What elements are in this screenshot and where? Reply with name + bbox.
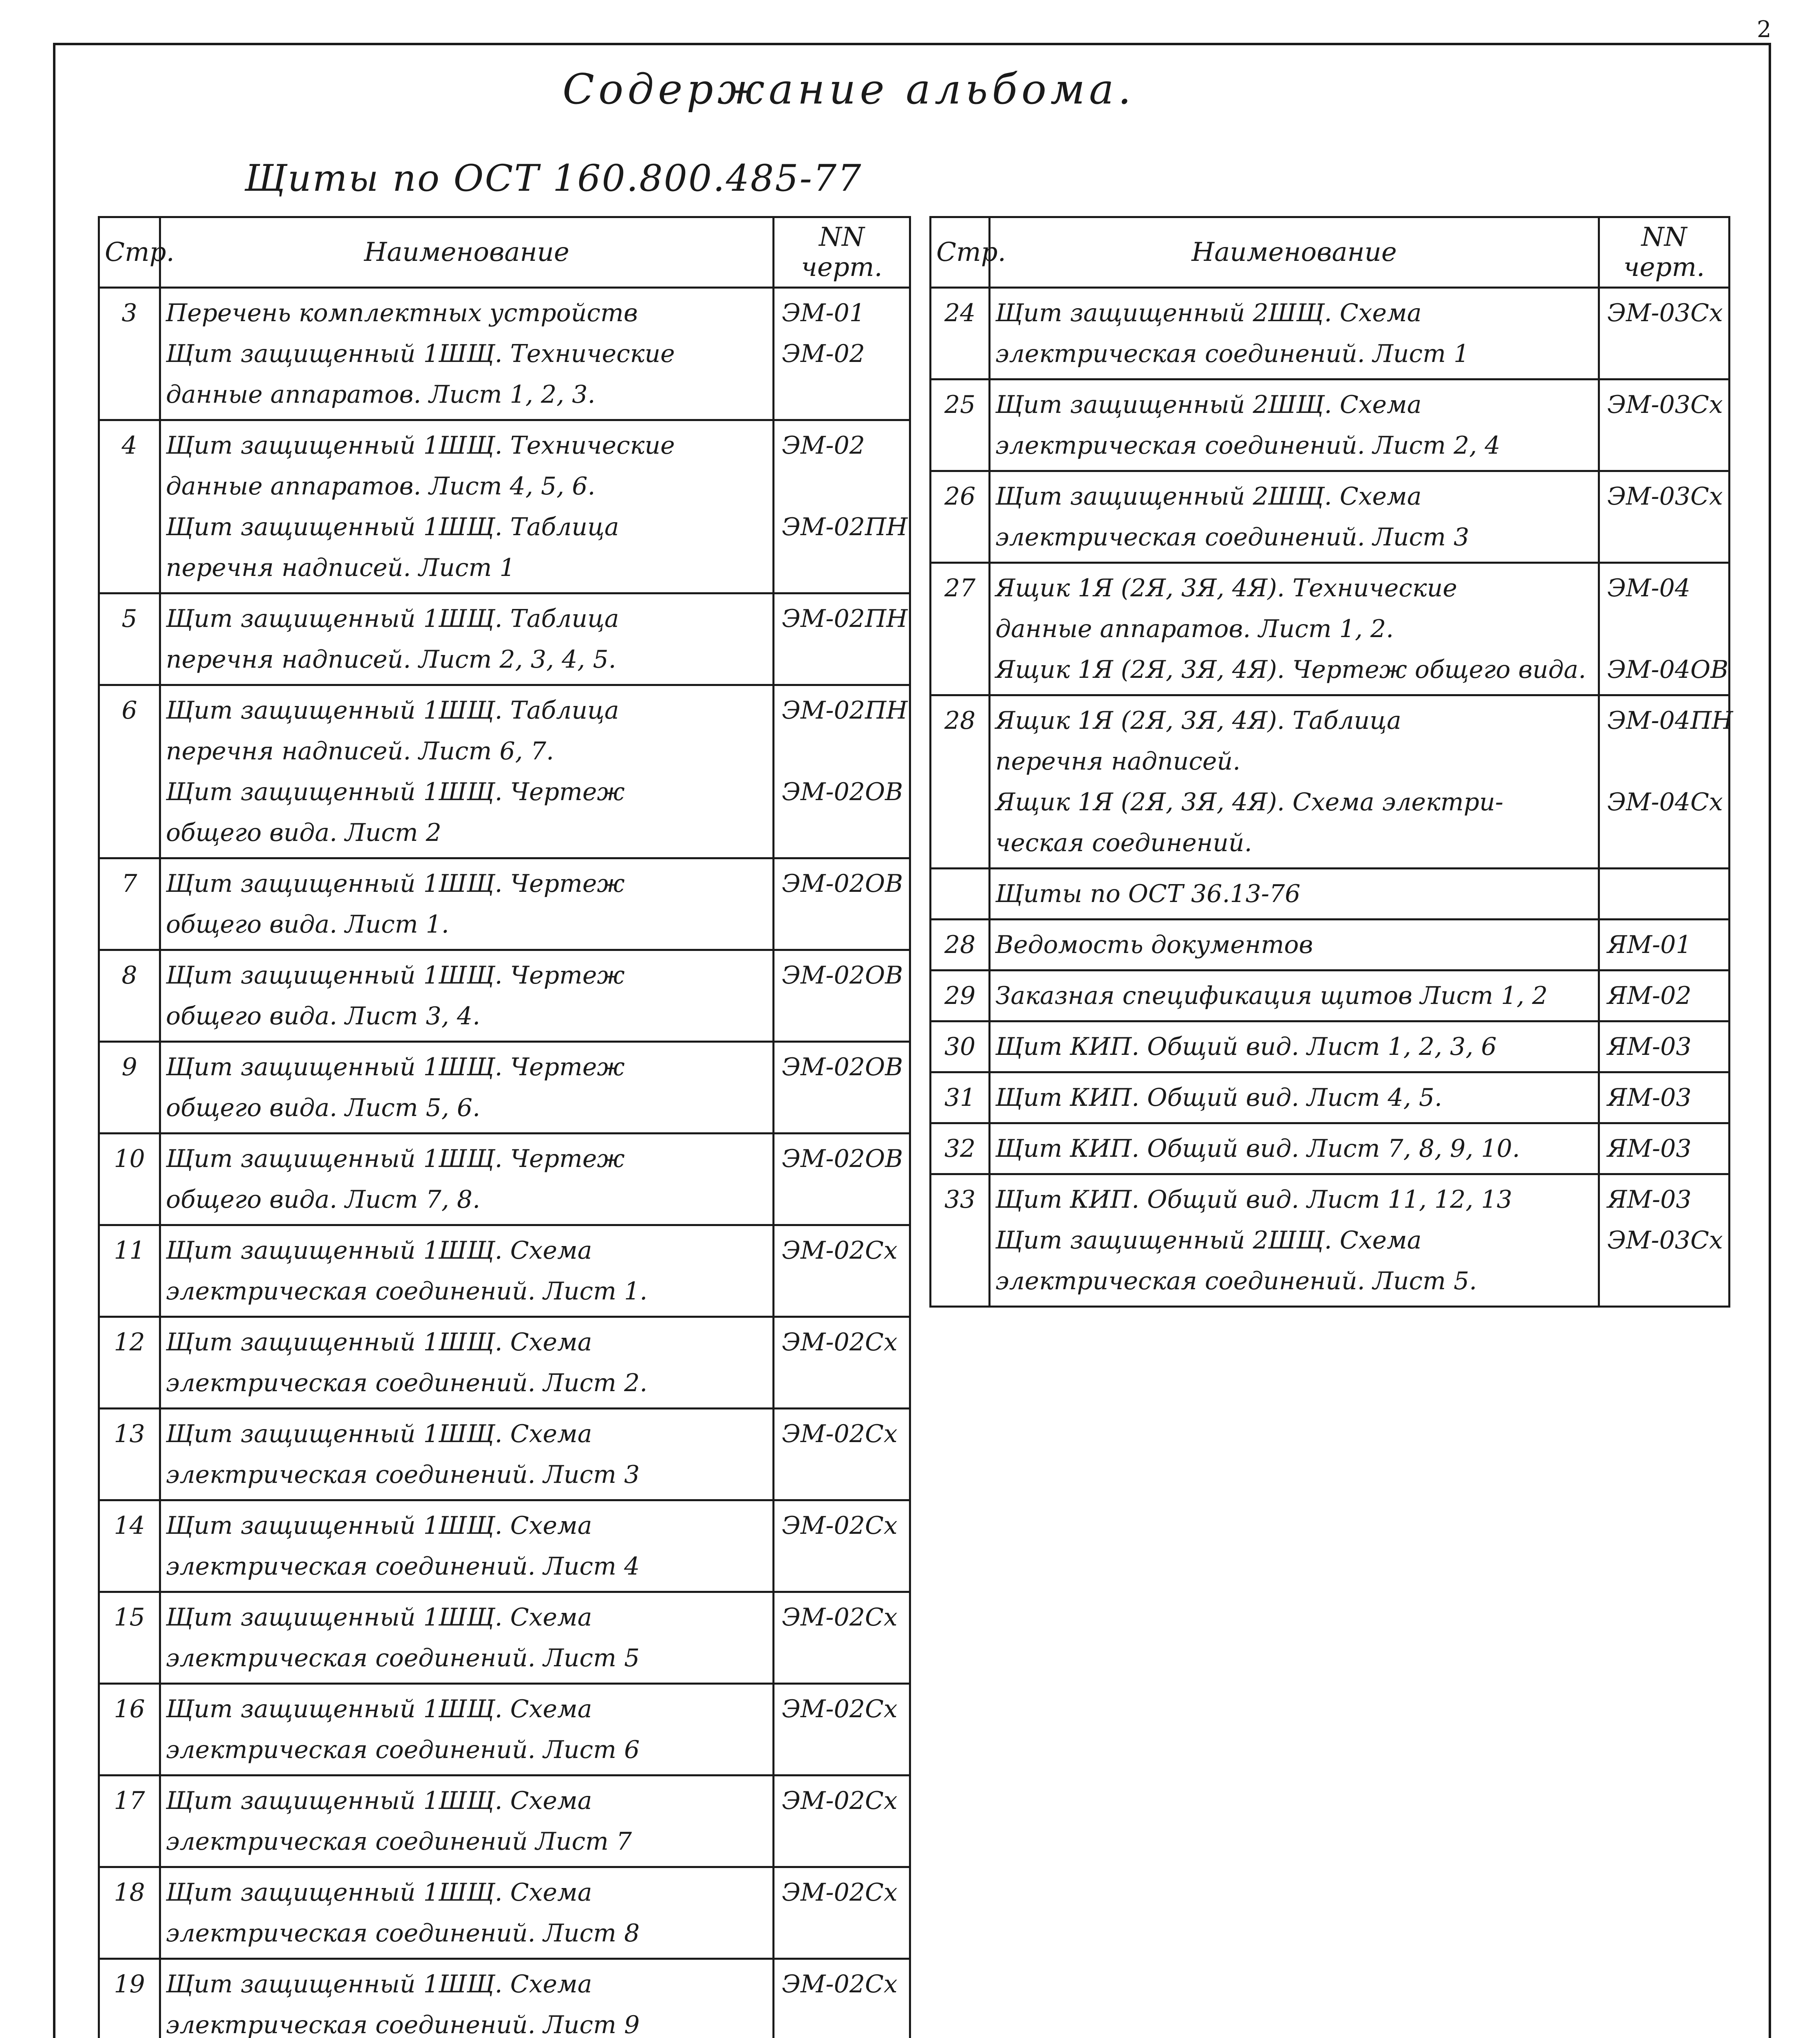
table-row: [99, 1776, 910, 1867]
row-page-number: 25: [931, 379, 990, 471]
table-row: [931, 1174, 1730, 1307]
row-title-line: электрическая соединений. Лист 8: [166, 1919, 640, 1948]
row-drawing-code: [774, 1776, 910, 1867]
row-title-line: Щит защищенный 2ШЩ. Схема: [995, 390, 1422, 419]
row-title-line: Щит защищенный 1ШЩ. Схема: [166, 1695, 592, 1723]
row-title: [160, 1134, 774, 1225]
table-row: [99, 1042, 910, 1134]
page-number: 2: [1757, 16, 1771, 43]
row-drawing-code: [774, 685, 910, 858]
row-page-number: 30: [931, 1021, 990, 1072]
row-page-number: 3: [99, 288, 160, 420]
table-row: [931, 970, 1730, 1021]
drawing-code: ЭМ-03Сх: [1607, 299, 1723, 327]
row-drawing-code: [774, 593, 910, 685]
row-drawing-code: [1599, 1021, 1730, 1072]
row-title-line: Щит защищенный 2ШЩ. Схема: [995, 1226, 1422, 1255]
table-row: [931, 1072, 1730, 1123]
row-drawing-code: [774, 1317, 910, 1409]
row-title: [160, 288, 774, 420]
contents-table-right: [929, 216, 1733, 1308]
drawing-code: ЭМ-02Сх: [782, 1511, 898, 1540]
row-title: [990, 920, 1599, 970]
row-page-number: 31: [931, 1072, 990, 1123]
row-drawing-code: [774, 420, 910, 593]
row-drawing-code: [1599, 1123, 1730, 1174]
drawing-code: ЭМ-02ОВ: [782, 869, 903, 898]
row-title-line: Щит защищенный 1ШЩ. Схема: [166, 1511, 592, 1540]
row-title: [990, 695, 1599, 869]
row-page-number: 26: [931, 471, 990, 563]
row-title-line: Ящик 1Я (2Я, 3Я, 4Я). Технические: [995, 574, 1457, 602]
row-title: [990, 869, 1599, 920]
row-title-line: Заказная спецификация щитов Лист 1, 2: [995, 982, 1548, 1010]
row-title: [990, 1072, 1599, 1123]
drawing-code: ЯМ-01: [1607, 931, 1692, 959]
row-title-line: Щит защищенный 1ШЩ. Технические: [166, 431, 675, 460]
row-title-line: Щит защищенный 1ШЩ. Схема: [166, 1328, 592, 1356]
row-title-line: Щит защищенный 2ШЩ. Схема: [995, 482, 1422, 511]
row-title-line: Ящик 1Я (2Я, 3Я, 4Я). Таблица: [995, 706, 1401, 735]
drawing-code: ЯМ-03: [1607, 1083, 1692, 1112]
row-title-line: электрическая соединений. Лист 3: [166, 1460, 640, 1489]
row-drawing-code: [774, 950, 910, 1042]
drawing-code: [782, 731, 904, 772]
row-title-line: электрическая соединений. Лист 9: [166, 2011, 640, 2038]
table-row: [99, 420, 910, 593]
table-row: [99, 1500, 910, 1592]
table-row: [99, 1317, 910, 1409]
row-title-line: электрическая соединений. Лист 3: [995, 523, 1469, 551]
row-title: [990, 288, 1599, 379]
table-row: [99, 1867, 910, 1959]
table-row: [99, 1134, 910, 1225]
table-row: [931, 288, 1730, 379]
row-page-number: 16: [99, 1684, 160, 1776]
row-drawing-code: [1599, 471, 1730, 563]
row-page-number: 33: [931, 1174, 990, 1307]
row-drawing-code: [774, 1959, 910, 2038]
row-page-number: 32: [931, 1123, 990, 1174]
row-drawing-code: [1599, 288, 1730, 379]
table-row: [99, 288, 910, 420]
row-page-number: [931, 869, 990, 920]
row-title-line: общего вида. Лист 7, 8.: [166, 1185, 481, 1214]
row-drawing-code: [1599, 379, 1730, 471]
row-title-line: Ящик 1Я (2Я, 3Я, 4Я). Схема электри-: [995, 788, 1504, 816]
row-title-line: Щит защищенный 1ШЩ. Схема: [166, 1787, 592, 1815]
drawing-code: ЭМ-02Сх: [782, 1236, 898, 1265]
row-title: [160, 1225, 774, 1317]
row-page-number: 5: [99, 593, 160, 685]
row-title-line: электрическая соединений. Лист 6: [166, 1736, 640, 1764]
row-title-line: Щит КИП. Общий вид. Лист 7, 8, 9, 10.: [995, 1134, 1520, 1163]
row-title-line: электрическая соединений. Лист 2.: [166, 1369, 648, 1397]
table-row: [931, 920, 1730, 970]
row-drawing-code: [1599, 1174, 1730, 1307]
row-drawing-code: [774, 1409, 910, 1500]
drawing-code: ЭМ-03Сх: [1607, 1226, 1723, 1255]
row-title: [160, 1500, 774, 1592]
contents-table-left: [98, 216, 911, 2038]
table-row: [931, 563, 1730, 695]
row-title-line: Щит защищенный 1ШЩ. Чертеж: [166, 1145, 625, 1173]
row-drawing-code: [774, 1500, 910, 1592]
table-row: [99, 1959, 910, 2038]
row-title-line: ческая соединений.: [995, 829, 1252, 857]
row-page-number: 7: [99, 858, 160, 950]
row-title-line: электрическая соединений. Лист 5: [166, 1644, 640, 1672]
row-title: [160, 1776, 774, 1867]
row-title: [160, 1684, 774, 1776]
row-title-line: перечня надписей. Лист 2, 3, 4, 5.: [166, 645, 616, 674]
table-row: [931, 1021, 1730, 1072]
row-drawing-code: [774, 1592, 910, 1684]
row-title-line: общего вида. Лист 3, 4.: [166, 1002, 481, 1030]
drawing-code: ЭМ-04: [1607, 574, 1690, 602]
drawing-code: ЭМ-04ОВ: [1607, 655, 1729, 684]
row-title-line: общего вида. Лист 5, 6.: [166, 1094, 481, 1122]
table-row: [931, 1123, 1730, 1174]
table-row: [931, 379, 1730, 471]
row-title-line: Щит защищенный 1ШЩ. Технические: [166, 340, 675, 368]
row-title-line: данные аппаратов. Лист 4, 5, 6.: [166, 472, 596, 501]
row-title-line: перечня надписей. Лист 6, 7.: [166, 737, 554, 765]
row-page-number: 15: [99, 1592, 160, 1684]
row-title-line: перечня надписей. Лист 1: [166, 554, 515, 582]
row-title: [160, 420, 774, 593]
contents-body-left: [99, 288, 910, 2038]
row-title-line: данные аппаратов. Лист 1, 2.: [995, 615, 1394, 643]
header-page: Стр.: [99, 217, 160, 288]
row-title-line: Щит защищенный 1ШЩ. Схема: [166, 1420, 592, 1448]
row-page-number: 29: [931, 970, 990, 1021]
row-title-line: Щит защищенный 1ШЩ. Таблица: [166, 696, 619, 725]
row-page-number: 13: [99, 1409, 160, 1500]
row-drawing-code: [1599, 563, 1730, 695]
row-drawing-code: [774, 1134, 910, 1225]
drawing-code: ЭМ-01: [782, 299, 865, 327]
row-drawing-code: [1599, 920, 1730, 970]
row-page-number: 8: [99, 950, 160, 1042]
row-title: [160, 593, 774, 685]
row-page-number: 27: [931, 563, 990, 695]
table-row: [931, 869, 1730, 920]
row-page-number: 28: [931, 695, 990, 869]
row-title-line: Щит защищенный 1ШЩ. Таблица: [166, 604, 619, 633]
table-row: [931, 471, 1730, 563]
row-page-number: 11: [99, 1225, 160, 1317]
table-row: [99, 1684, 910, 1776]
row-title-line: электрическая соединений. Лист 1.: [166, 1277, 648, 1306]
table-row: [99, 858, 910, 950]
table-header-row: [931, 217, 1730, 288]
drawing-code: ЯМ-02: [1607, 982, 1692, 1010]
header-name: Наименование: [160, 217, 774, 288]
drawing-code: [1607, 741, 1723, 782]
row-title-line: Щит защищенный 1ШЩ. Таблица: [166, 513, 619, 541]
row-title-line: Щиты по ОСТ 36.13-76: [995, 880, 1301, 908]
row-drawing-code: [1599, 695, 1733, 869]
row-title-line: общего вида. Лист 2: [166, 818, 441, 847]
row-title-line: Щит защищенный 1ШЩ. Чертеж: [166, 869, 625, 898]
drawing-code: ЭМ-02: [782, 431, 865, 460]
row-title: [160, 1409, 774, 1500]
table-header-row: [99, 217, 910, 288]
row-page-number: 9: [99, 1042, 160, 1134]
table-row: [99, 950, 910, 1042]
drawing-code: ЯМ-03: [1607, 1185, 1692, 1214]
row-title-line: общего вида. Лист 1.: [166, 910, 449, 939]
row-title-line: электрическая соединений Лист 7: [166, 1827, 632, 1856]
row-title: [160, 1867, 774, 1959]
drawing-code: ЭМ-02Сх: [782, 1878, 898, 1907]
drawing-code: ЯМ-03: [1607, 1032, 1692, 1061]
row-title-line: Щит защищенный 1ШЩ. Схема: [166, 1603, 592, 1632]
drawing-code: ЭМ-02Сх: [782, 1603, 898, 1632]
row-title-line: данные аппаратов. Лист 1, 2, 3.: [166, 380, 596, 409]
row-title-line: Ящик 1Я (2Я, 3Я, 4Я). Чертеж общего вида.: [995, 655, 1586, 684]
row-page-number: 4: [99, 420, 160, 593]
drawing-code: ЭМ-02Сх: [782, 1787, 898, 1815]
row-title-line: Щит защищенный 1ШЩ. Схема: [166, 1236, 592, 1265]
row-drawing-code: [774, 858, 910, 950]
row-title: [990, 471, 1599, 563]
row-drawing-code: [774, 1684, 910, 1776]
row-drawing-code: [1599, 970, 1730, 1021]
drawing-code: ЭМ-03Сх: [1607, 390, 1723, 419]
drawing-code: ЭМ-02ОВ: [782, 961, 903, 990]
row-title-line: Ведомость документов: [995, 931, 1313, 959]
row-drawing-code: [774, 1042, 910, 1134]
row-title: [990, 563, 1599, 695]
row-title-line: Щит КИП. Общий вид. Лист 4, 5.: [995, 1083, 1443, 1112]
row-title-line: Щит КИП. Общий вид. Лист 1, 2, 3, 6: [995, 1032, 1497, 1061]
row-title: [160, 685, 774, 858]
drawing-code: ЭМ-04Сх: [1607, 788, 1723, 816]
row-title: [990, 1021, 1599, 1072]
drawing-code: ЭМ-03Сх: [1607, 482, 1723, 511]
row-title: [160, 1592, 774, 1684]
contents-body-right: [931, 288, 1733, 1307]
table-row: [99, 593, 910, 685]
row-title: [990, 379, 1599, 471]
row-title-line: электрическая соединений. Лист 2, 4: [995, 431, 1500, 460]
row-title-line: Перечень комплектных устройств: [166, 299, 638, 327]
row-title-line: Щит защищенный 1ШЩ. Чертеж: [166, 1053, 625, 1081]
row-title-line: перечня надписей.: [995, 747, 1241, 776]
row-drawing-code: [1599, 869, 1730, 920]
row-title-line: Щит защищенный 1ШЩ. Схема: [166, 1970, 592, 1998]
row-page-number: 17: [99, 1776, 160, 1867]
row-title-line: электрическая соединений. Лист 5.: [995, 1267, 1477, 1295]
header-name: Наименование: [990, 217, 1599, 288]
row-title: [160, 1317, 774, 1409]
drawing-code: ЭМ-02ПН: [782, 696, 908, 725]
drawing-code: ЭМ-02ПН: [782, 513, 908, 541]
drawing-code: [1607, 609, 1723, 649]
row-title-line: электрическая соединений. Лист 4: [166, 1552, 640, 1581]
row-title-line: Щит защищенный 1ШЩ. Чертеж: [166, 961, 625, 990]
row-title-line: Щит защищенный 1ШЩ. Чертеж: [166, 778, 625, 806]
drawing-code: ЯМ-03: [1607, 1134, 1692, 1163]
row-drawing-code: [1599, 1072, 1730, 1123]
row-page-number: 12: [99, 1317, 160, 1409]
drawing-code: ЭМ-02Сх: [782, 1328, 898, 1356]
drawing-code: ЭМ-02ОВ: [782, 1053, 903, 1081]
drawing-code: ЭМ-02ПН: [782, 604, 908, 633]
row-title: [990, 1123, 1599, 1174]
row-title: [160, 1042, 774, 1134]
table-row: [99, 1409, 910, 1500]
row-page-number: 18: [99, 1867, 160, 1959]
table-row: [931, 695, 1730, 869]
row-page-number: 28: [931, 920, 990, 970]
row-title: [160, 950, 774, 1042]
drawing-code: [782, 466, 904, 507]
drawing-code: ЭМ-02Сх: [782, 1695, 898, 1723]
row-title: [990, 1174, 1599, 1307]
row-title: [990, 970, 1599, 1021]
row-title-line: Щит КИП. Общий вид. Лист 11, 12, 13: [995, 1185, 1512, 1214]
table-row: [99, 1225, 910, 1317]
row-title-line: Щит защищенный 1ШЩ. Схема: [166, 1878, 592, 1907]
row-page-number: 14: [99, 1500, 160, 1592]
drawing-code: ЭМ-02Сх: [782, 1420, 898, 1448]
row-drawing-code: [774, 288, 910, 420]
table-row: [99, 1592, 910, 1684]
drawing-code: ЭМ-02: [782, 340, 865, 368]
drawing-code: ЭМ-02ОВ: [782, 1145, 903, 1173]
table-row: [99, 685, 910, 858]
header-code: NN черт.: [774, 217, 910, 288]
drawing-code: ЭМ-02Сх: [782, 1970, 898, 1998]
row-drawing-code: [774, 1867, 910, 1959]
row-title: [160, 1959, 774, 2038]
row-page-number: 19: [99, 1959, 160, 2038]
header-code: NN черт.: [1599, 217, 1730, 288]
section-subtitle: Щиты по ОСТ 160.800.485-77: [245, 157, 863, 200]
row-page-number: 10: [99, 1134, 160, 1225]
drawing-code: ЭМ-02ОВ: [782, 778, 903, 806]
row-page-number: 24: [931, 288, 990, 379]
row-title-line: электрическая соединений. Лист 1: [995, 340, 1469, 368]
row-page-number: 6: [99, 685, 160, 858]
header-page: Стр.: [931, 217, 990, 288]
drawing-code: ЭМ-04ПН: [1607, 706, 1733, 735]
album-title: Содержание альбома.: [563, 65, 1135, 114]
row-drawing-code: [774, 1225, 910, 1317]
row-title: [160, 858, 774, 950]
row-title-line: Щит защищенный 2ШЩ. Схема: [995, 299, 1422, 327]
